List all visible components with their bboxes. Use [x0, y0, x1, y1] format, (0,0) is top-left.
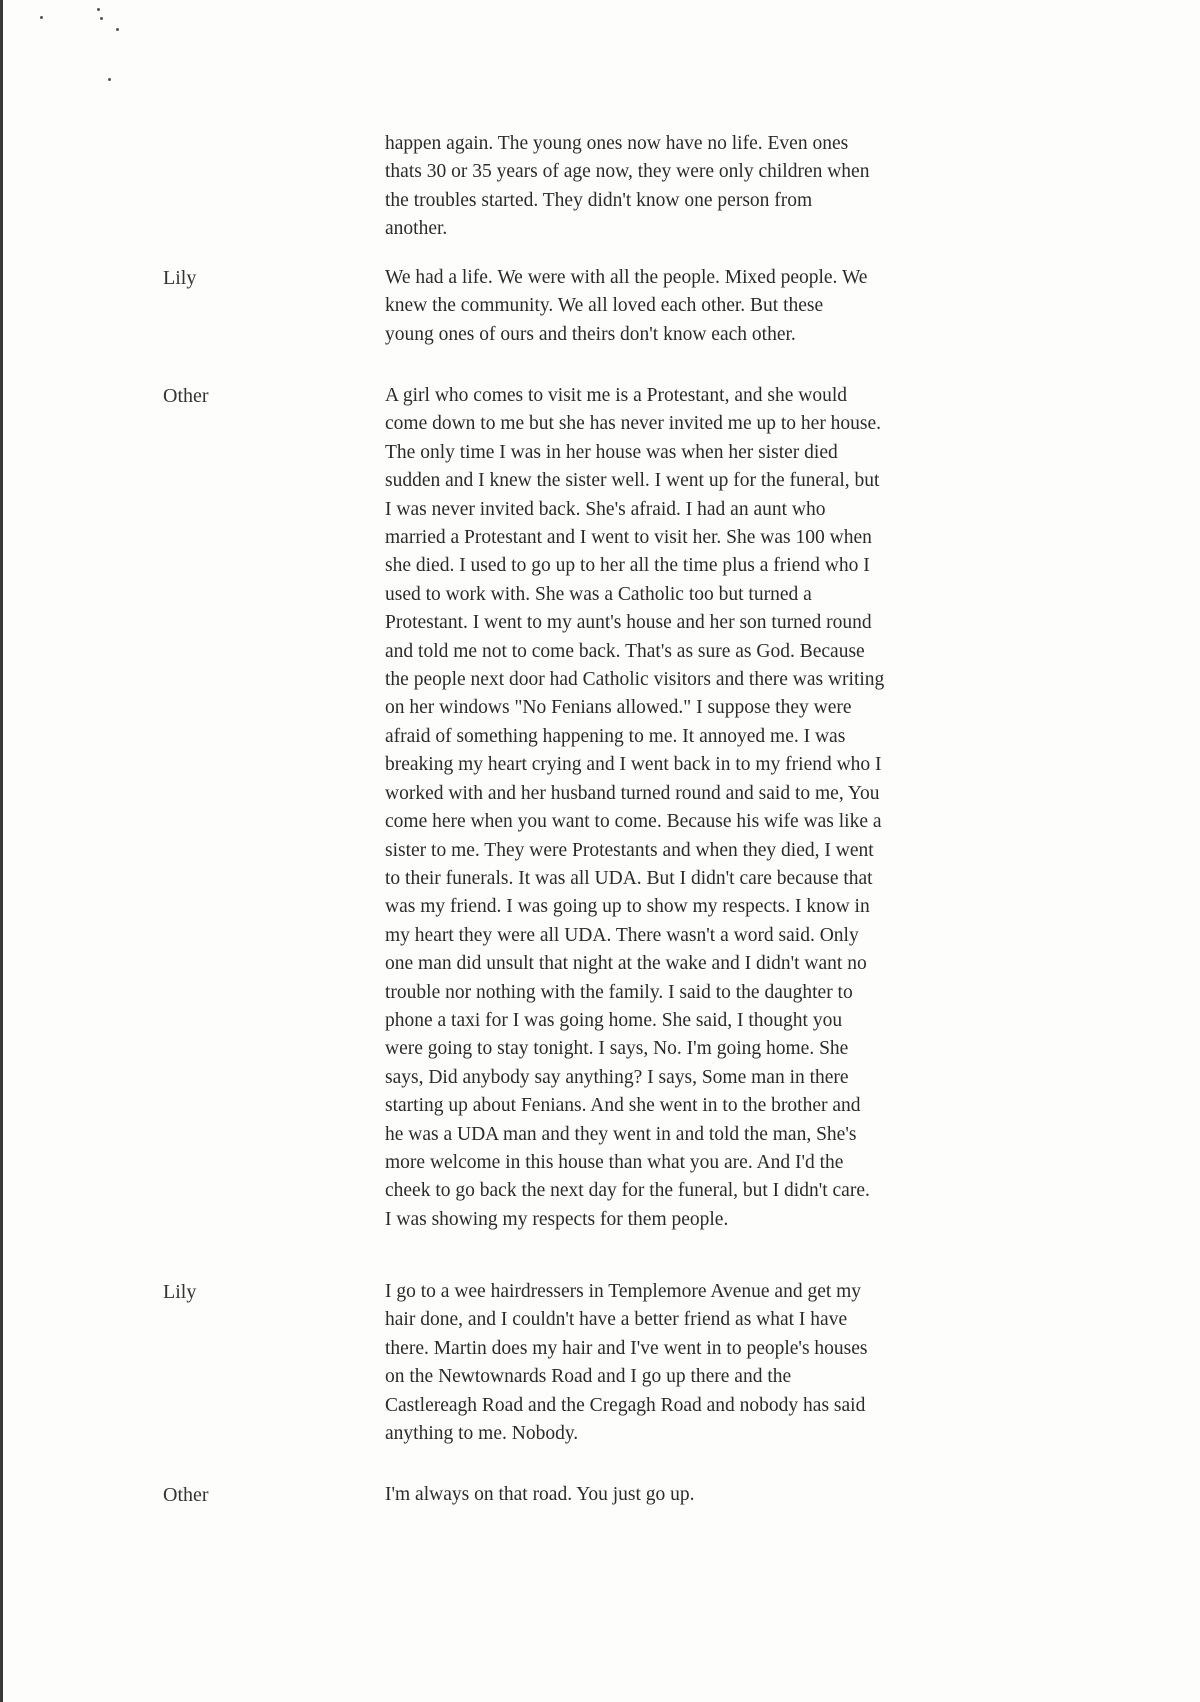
text-line: there. Martin does my hair and I've went in to people's houses — [385, 1337, 868, 1359]
text-line: knew the community. We all loved each other. But these — [385, 295, 824, 317]
text-line: one man did unsult that night at the wake and I didn't want no — [385, 953, 867, 975]
speaker-name: Lily — [163, 1281, 197, 1303]
text-line: sister to me. They were Protestants and when they died, I went — [385, 839, 874, 861]
speaker-name: Other — [163, 385, 209, 407]
utterance-text — [385, 130, 1005, 244]
text-line: A girl who comes to visit me is a Protestant, and she would — [385, 385, 847, 406]
text-line: Castlereagh Road and the Cregagh Road and nobody has said — [385, 1394, 866, 1416]
page-edge-shadow — [0, 0, 3, 1702]
text-line: come here when you want to come. Because his wife was like a — [385, 811, 882, 833]
text-line: he was a UDA man and they went in and told the man, She's — [385, 1123, 857, 1145]
text-line: anything to me. Nobody. — [385, 1423, 579, 1445]
scan-speck — [100, 17, 103, 20]
text-line: I go to a wee hairdressers in Templemore Avenue and get my — [385, 1281, 862, 1302]
text-line: my heart they were all UDA. There wasn't a word said. Only — [385, 924, 859, 946]
text-line: I'm always on that road. You just go up. — [385, 1484, 695, 1505]
text-line: come down to me but she has never invited me up to her house. — [385, 413, 882, 435]
text-line: happen again. The young ones now have no life. Even ones — [385, 133, 849, 154]
text-line: she died. I used to go up to her all the time plus a friend who I — [385, 555, 870, 577]
text-line: on the Newtownards Road and I go up there and the — [385, 1366, 792, 1388]
text-line: afraid of something happening to me. It annoyed me. I was — [385, 725, 846, 747]
text-line: sudden and I knew the sister well. I went up for the funeral, but — [385, 470, 880, 492]
text-line: married a Protestant and I went to visit her. She was 100 when — [385, 527, 872, 549]
scan-artifact-marks — [40, 4, 130, 84]
scan-speck — [40, 16, 43, 19]
text-line: We had a life. We were with all the people. Mixed people. We — [385, 267, 868, 288]
text-line: and told me not to come back. That's as sure as God. Because — [385, 640, 865, 662]
text-line: were going to stay tonight. I says, No. I'm going home. She — [385, 1038, 849, 1060]
scan-speck — [97, 8, 100, 11]
text-line: the troubles started. They didn't know one person from — [385, 189, 813, 211]
text-line: worked with and her husband turned round and said to me, You — [385, 782, 880, 804]
text-line: breaking my heart crying and I went back in to my friend who I — [385, 754, 882, 776]
utterance-text — [385, 382, 1005, 1234]
text-line: cheek to go back the next day for the funeral, but I didn't care. — [385, 1180, 870, 1202]
text-line: I was showing my respects for them people. — [385, 1208, 729, 1230]
scan-speck — [108, 78, 111, 81]
text-line: I was never invited back. She's afraid. I had an aunt who — [385, 498, 826, 520]
text-line: starting up about Fenians. And she went in to the brother and — [385, 1095, 861, 1117]
text-line: used to work with. She was a Catholic too but turned a — [385, 583, 812, 605]
text-line: The only time I was in her house was when her sister died — [385, 441, 838, 463]
text-line: young ones of ours and theirs don't know each other. — [385, 323, 796, 345]
text-line: on her windows "No Fenians allowed." I suppose they were — [385, 697, 852, 719]
text-line: hair done, and I couldn't have a better friend as what I have — [385, 1309, 848, 1331]
text-line: another. — [385, 218, 448, 240]
text-line: phone a taxi for I was going home. She said, I thought you — [385, 1009, 843, 1031]
speaker-name: Other — [163, 1484, 209, 1506]
text-line: thats 30 or 35 years of age now, they were only children when — [385, 161, 870, 183]
text-line: Protestant. I went to my aunt's house and her son turned round — [385, 612, 872, 634]
text-line: more welcome in this house than what you are. And I'd the — [385, 1151, 844, 1173]
utterance-text — [385, 1278, 1005, 1448]
text-line: to their funerals. It was all UDA. But I didn't care because that — [385, 867, 873, 889]
scan-speck — [116, 28, 119, 31]
speaker-name: Lily — [163, 267, 197, 289]
utterance-text — [385, 1481, 1005, 1509]
text-line: the people next door had Catholic visitors and there was writing — [385, 669, 885, 691]
text-line: trouble nor nothing with the family. I said to the daughter to — [385, 981, 853, 1003]
text-line: says, Did anybody say anything? I says, Some man in there — [385, 1066, 849, 1088]
text-line: was my friend. I was going up to show my respects. I know in — [385, 896, 870, 918]
utterance-text — [385, 264, 1005, 349]
